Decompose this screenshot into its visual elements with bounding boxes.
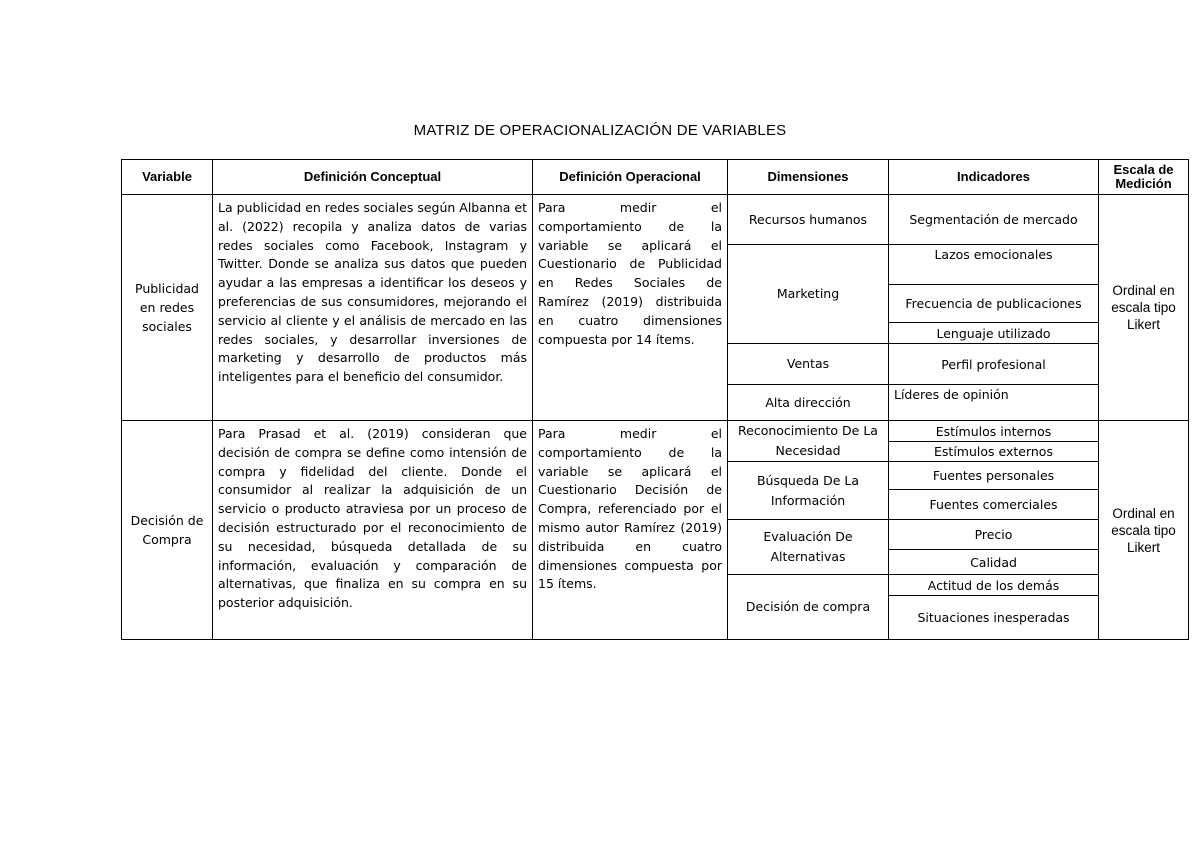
indicator-cell: Fuentes comerciales [889, 490, 1099, 520]
header-escala: Escala de Medición [1099, 160, 1189, 195]
indicator-cell: Perfil profesional [889, 344, 1099, 385]
dimension-cell: Marketing [728, 245, 889, 344]
dimension-cell: Ventas [728, 344, 889, 385]
indicator-cell: Segmentación de mercado [889, 195, 1099, 245]
indicator-cell: Líderes de opinión [889, 385, 1099, 421]
indicator-cell: Lazos emocionales [889, 245, 1099, 285]
header-dimensiones: Dimensiones [728, 160, 889, 195]
indicator-cell: Estímulos internos [889, 421, 1099, 442]
header-definicion-operacional: Definición Operacional [533, 160, 728, 195]
page-title: MATRIZ DE OPERACIONALIZACIÓN DE VARIABLES [413, 122, 787, 139]
indicator-cell: Situaciones inesperadas [889, 596, 1099, 640]
dimension-cell: Reconocimiento De La Necesidad [728, 421, 889, 462]
dimension-cell: Alta dirección [728, 385, 889, 421]
indicator-cell: Actitud de los demás [889, 575, 1099, 596]
header-indicadores: Indicadores [889, 160, 1099, 195]
table-row [122, 195, 1189, 245]
indicator-cell: Lenguaje utilizado [889, 323, 1099, 344]
header-row [122, 160, 1189, 195]
escala-cell: Ordinal en escala tipo Likert [1099, 195, 1189, 421]
dimension-cell: Recursos humanos [728, 195, 889, 245]
indicator-cell: Fuentes personales [889, 462, 1099, 490]
indicator-cell: Calidad [889, 550, 1099, 575]
variable-cell: Publicidad en redes sociales [122, 195, 213, 421]
definicion-operacional-cell: Para medir el comportamiento de la variable se aplicará el Cuestionario de Publicidad en Redes Sociales de Ramírez (2019) distribuida en cuatro dimensiones compuesta por 14 ítems. [533, 195, 728, 421]
table-row [122, 421, 1189, 442]
variable-cell: Decisión de Compra [122, 421, 213, 640]
indicator-cell: Precio [889, 520, 1099, 550]
definicion-operacional-cell: Para medir el comportamiento de la variable se aplicará el Cuestionario Decisión de Compra, referenciado por el mismo autor Ramírez (2019) distribuida en cuatro dimensiones compuesta por 15 ítems. [533, 421, 728, 640]
header-definicion-conceptual: Definición Conceptual [213, 160, 533, 195]
escala-cell: Ordinal en escala tipo Likert [1099, 421, 1189, 640]
dimension-cell: Búsqueda De La Información [728, 462, 889, 520]
definicion-conceptual-cell: Para Prasad et al. (2019) consideran que decisión de compra se define como intensión de compra y fidelidad del cliente. Donde el consumidor al realizar la adquisición de un servicio o producto atraviesa por un proceso de decisión estructurado por el reconocimiento de su necesidad, búsqueda detallada de su información, evaluación y comparación de alternativas, que finaliza en su compra en su posterior adquisición. [213, 421, 533, 640]
dimension-cell: Decisión de compra [728, 575, 889, 640]
operationalization-matrix [121, 159, 1189, 640]
dimension-cell: Evaluación De Alternativas [728, 520, 889, 575]
definicion-conceptual-cell: La publicidad en redes sociales según Albanna et al. (2022) recopila y analiza datos de varias redes sociales como Facebook, Instagram y Twitter. Donde se analiza sus datos que pueden ayudar a las empresas a identificar los deseos y preferencias de sus consumidores, mejorando el servicio al cliente y el análisis de mercado en las redes sociales, y desarrollar inversiones de marketing y desarrollo de productos más inteligentes para el beneficio del consumidor. [213, 195, 533, 421]
header-variable: Variable [122, 160, 213, 195]
indicator-cell: Estímulos externos [889, 442, 1099, 462]
indicator-cell: Frecuencia de publicaciones [889, 285, 1099, 323]
